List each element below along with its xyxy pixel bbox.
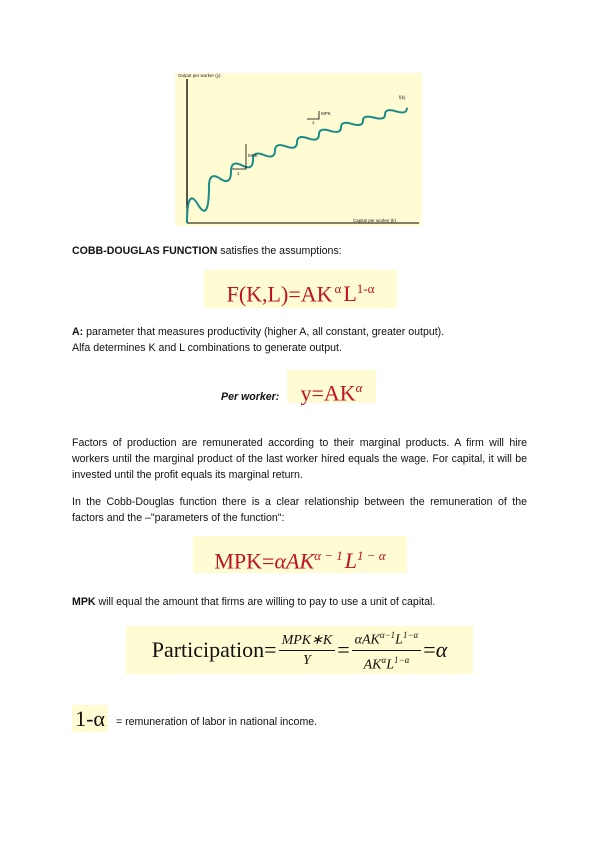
mpk-text-label: MPK [72, 596, 96, 608]
participation-num2-exp2: 1−α [402, 629, 419, 640]
one-label-lower: 1 [237, 171, 240, 176]
x-axis-label: Capital per worker (k) [353, 218, 397, 223]
mpk-K: K [299, 548, 315, 574]
mpk-triangle-upper [307, 111, 319, 119]
participation-eq3: = [423, 637, 436, 662]
mpk-label-upper: MPK [321, 111, 331, 116]
factors-paragraph: Factors of production are remunerated according to their marginal products. A firm will hire workers until the marginal product of the last worker hired equals the wage. For capital, it will be invested until the profit equals its marginal return. [72, 437, 527, 481]
per-worker-alpha: α [355, 380, 363, 395]
per-worker-label: Per worker: [221, 391, 280, 403]
y-axis-label: Output per worker (y) [178, 73, 221, 78]
production-function-chart [175, 73, 422, 226]
participation-num2-exp1: α−1 [379, 629, 396, 640]
participation-result: α [435, 637, 448, 662]
participation-eq1: = [264, 637, 277, 662]
participation-num2-a: αAK [354, 632, 380, 648]
participation-den2-exp1: α [381, 654, 387, 665]
mpk-L: L [344, 548, 358, 574]
participation-num2 [352, 627, 422, 651]
mpk-alpha: α [274, 548, 287, 574]
participation-frac2 [352, 627, 422, 673]
paragraph-a-label: A: [72, 326, 84, 338]
per-worker-formula [287, 370, 376, 406]
participation-formula [126, 626, 473, 674]
participation-den1: Y [302, 652, 311, 668]
paragraph-a-line2: Alfa determines K and L combinations to generate output. [72, 342, 342, 354]
per-worker-lhs: y=AK [300, 380, 356, 406]
cobb-douglas-formula [204, 270, 397, 308]
one-label-upper: 1 [312, 120, 315, 125]
fk-curve-line [187, 108, 407, 223]
mpk-A: A [286, 548, 300, 574]
section-intro-rest: satisfies the assumptions: [217, 245, 342, 257]
formula1-alpha: α [334, 281, 342, 296]
section-heading: COBB-DOUGLAS FUNCTION [72, 245, 218, 257]
participation-den2-exp2: 1−α [394, 654, 410, 665]
mpk-lhs: MPK= [214, 548, 275, 574]
mpk-text [72, 594, 435, 610]
participation-frac1 [279, 632, 336, 669]
section-intro [72, 243, 342, 259]
paragraph-a-text: parameter that measures productivity (higher A, all constant, greater output). [83, 326, 445, 338]
curve-label: f(k) [399, 95, 406, 100]
cobb-paragraph: In the Cobb-Douglas function there is a clear relationship between the remuneration of the factors and the –"parameters of the function": [72, 496, 527, 524]
participation-num2-b: L [395, 632, 403, 648]
mpk-label-lower: MPK [248, 153, 258, 158]
mpk-formula [193, 536, 407, 573]
mpk-exp1: α − 1 [314, 548, 343, 563]
formula1-exponent: 1-α [356, 281, 375, 296]
mpk-exp2: 1 − α [357, 548, 386, 563]
participation-den2-a: AK [363, 657, 382, 673]
formula1-L: L [343, 281, 357, 307]
chart-svg [175, 73, 422, 226]
participation-eq2: = [337, 637, 350, 662]
labor-symbol: 1-α [72, 705, 108, 732]
participation-den2-b: L [386, 657, 394, 673]
labor-text: = remuneration of labor in national income. [116, 716, 318, 728]
participation-num1: MPK∗K [279, 632, 336, 651]
paragraph-a [72, 324, 532, 356]
mpk-text-body: will equal the amount that firms are willing to pay to use a unit of capital. [95, 596, 436, 608]
formula1-lhs: F(K,L)=AK [226, 281, 333, 307]
participation-label: Participation [151, 637, 265, 662]
participation-den2 [364, 651, 410, 674]
